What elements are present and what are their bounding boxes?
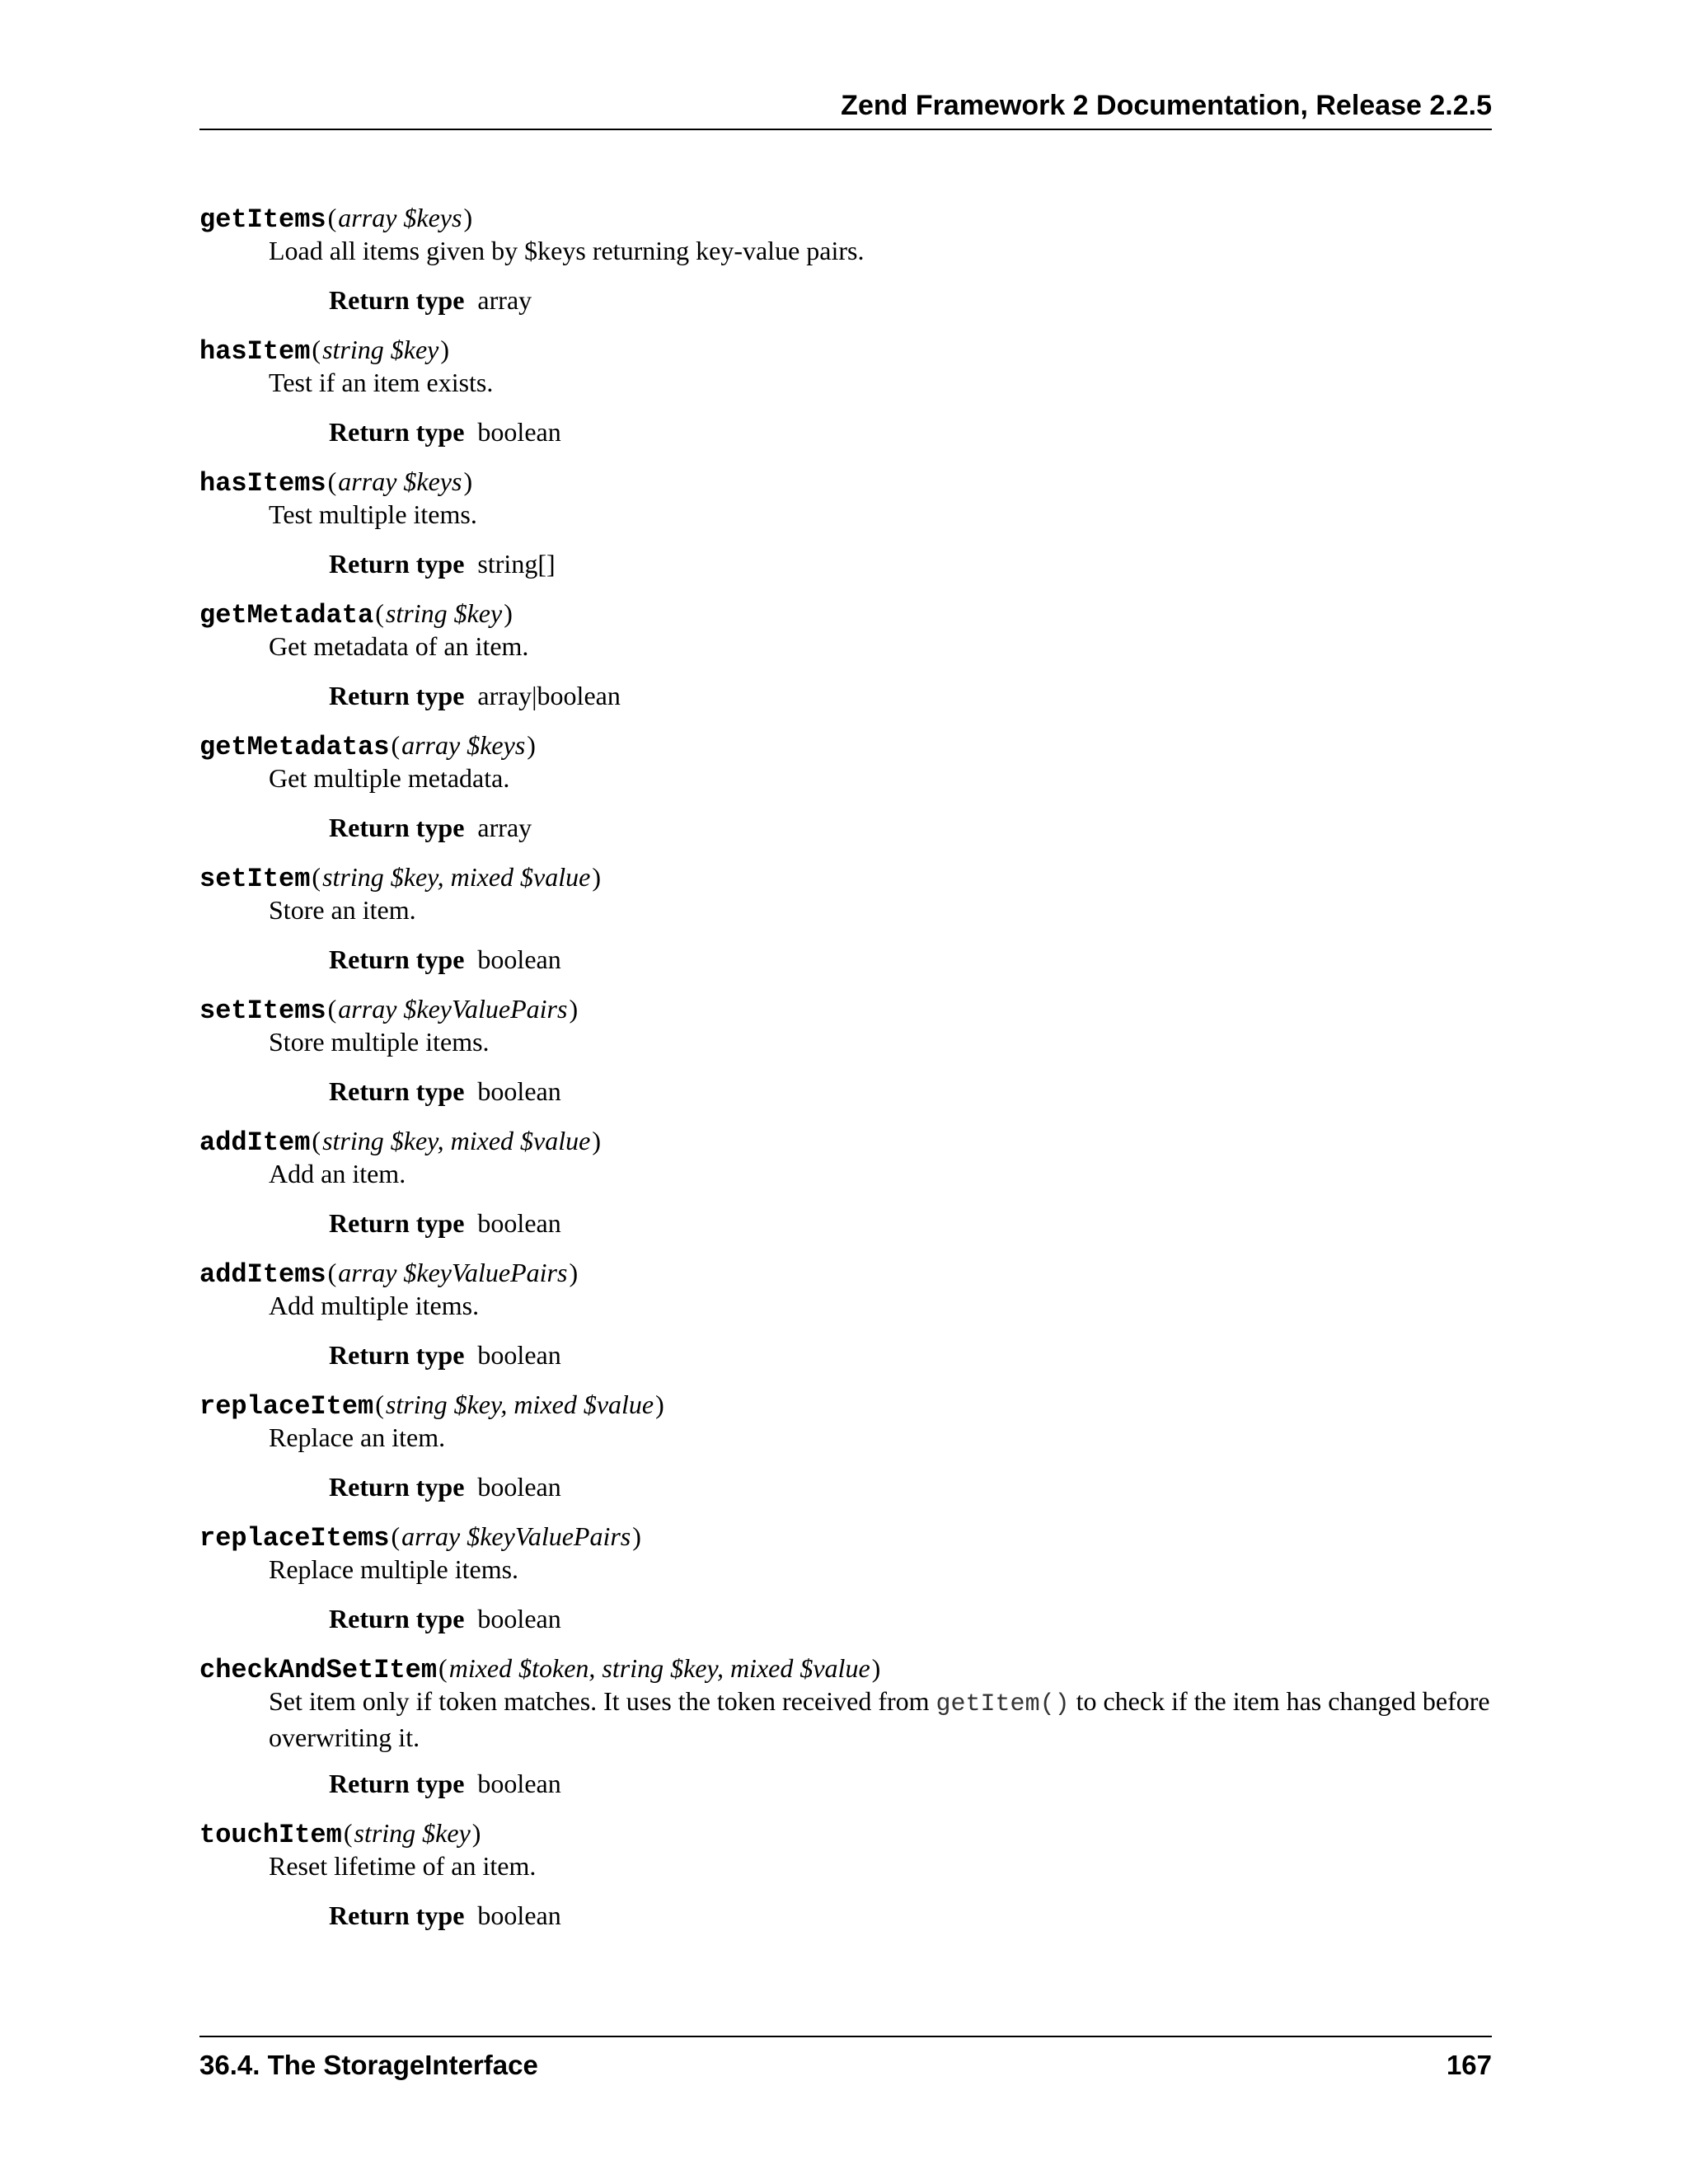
return-type-label: Return type	[329, 1769, 465, 1798]
method-signature	[199, 1816, 482, 1849]
return-type-value: boolean	[477, 944, 561, 974]
method-description: Get multiple metadata.	[269, 763, 510, 793]
method-description: Store multiple items.	[269, 1027, 490, 1057]
page-header	[199, 89, 1492, 130]
method-entry	[199, 201, 1492, 333]
method-description: Test multiple items.	[269, 499, 477, 529]
method-signature	[199, 1388, 666, 1421]
return-type-value: boolean	[477, 1769, 561, 1798]
return-type-label: Return type	[329, 681, 465, 710]
method-description: Load all items given by $keys returning key-value pairs.	[269, 236, 865, 265]
return-type	[329, 1602, 561, 1635]
open-paren: (	[312, 1126, 321, 1155]
method-name: setItem	[199, 864, 311, 894]
method-description: Test if an item exists.	[269, 368, 494, 397]
return-type-value: boolean	[477, 1604, 561, 1633]
close-paren: )	[463, 203, 473, 232]
close-paren: )	[569, 1258, 579, 1287]
return-type-value: array|boolean	[477, 681, 621, 710]
return-type-label: Return type	[329, 285, 465, 315]
return-type-label: Return type	[329, 1900, 465, 1930]
method-params: array $keyValuePairs	[338, 994, 568, 1024]
method-signature	[199, 1520, 643, 1553]
close-paren: )	[440, 335, 450, 364]
method-name: addItems	[199, 1259, 326, 1290]
return-type-value: boolean	[477, 1340, 561, 1370]
method-description: Add multiple items.	[269, 1291, 480, 1320]
method-entry	[199, 333, 1492, 465]
open-paren: (	[375, 598, 384, 628]
open-paren: (	[375, 1390, 384, 1419]
open-paren: (	[327, 466, 337, 496]
return-type-label: Return type	[329, 1076, 465, 1106]
method-description: Reset lifetime of an item.	[269, 1851, 537, 1881]
method-list	[199, 201, 1492, 1948]
page-footer	[199, 2036, 1492, 2087]
description-text-before: Set item only if token matches. It uses the token received from	[269, 1686, 936, 1716]
method-description: Add an item.	[269, 1159, 406, 1188]
method-name: getMetadatas	[199, 732, 390, 762]
return-type-label: Return type	[329, 1604, 465, 1633]
open-paren: (	[327, 994, 337, 1024]
method-name: getItems	[199, 204, 326, 235]
return-type-value: array	[477, 285, 532, 315]
description-text-after: to check if the item has changed before overwriting it.	[269, 1686, 1490, 1752]
method-signature	[199, 333, 451, 366]
method-description: Store an item.	[269, 895, 416, 925]
method-name: touchItem	[199, 1820, 342, 1850]
return-type	[329, 943, 561, 976]
return-type-value: boolean	[477, 1208, 561, 1238]
method-entry	[199, 729, 1492, 860]
method-entry	[199, 1256, 1492, 1388]
method-params: array $keyValuePairs	[401, 1521, 631, 1551]
method-name: replaceItem	[199, 1391, 374, 1422]
method-signature	[199, 1124, 603, 1157]
close-paren: )	[463, 466, 473, 496]
method-params: array $keys	[401, 730, 526, 760]
footer-section-title: 36.4. The StorageInterface	[199, 2050, 538, 2080]
close-paren: )	[655, 1390, 664, 1419]
method-params: string $key	[385, 598, 503, 628]
return-type-value: boolean	[477, 417, 561, 447]
return-type	[329, 1338, 561, 1371]
method-params: string $key, mixed $value	[322, 862, 591, 892]
return-type-label: Return type	[329, 1472, 465, 1502]
method-params: array $keyValuePairs	[338, 1258, 568, 1287]
close-paren: )	[471, 1818, 481, 1848]
method-entry	[199, 1520, 1492, 1652]
method-entry	[199, 1816, 1492, 1948]
method-description: Replace an item.	[269, 1422, 446, 1452]
method-entry	[199, 1124, 1492, 1256]
method-signature	[199, 860, 603, 893]
method-entry	[199, 860, 1492, 992]
method-signature	[199, 465, 474, 498]
open-paren: (	[391, 730, 401, 760]
method-name: getMetadata	[199, 600, 374, 630]
method-description: Replace multiple items.	[269, 1554, 519, 1584]
method-signature	[199, 992, 579, 1025]
return-type	[329, 1207, 561, 1240]
return-type	[329, 1899, 561, 1932]
method-description: Get metadata of an item.	[269, 631, 529, 661]
method-entry	[199, 992, 1492, 1124]
return-type-label: Return type	[329, 813, 465, 842]
method-params: string $key	[322, 335, 439, 364]
return-type	[329, 1470, 561, 1503]
method-entry	[199, 1652, 1492, 1816]
close-paren: )	[871, 1653, 881, 1683]
method-params: string $key, mixed $value	[322, 1126, 591, 1155]
open-paren: (	[438, 1653, 448, 1683]
open-paren: (	[312, 862, 321, 892]
method-entry	[199, 1388, 1492, 1520]
close-paren: )	[569, 994, 579, 1024]
close-paren: )	[632, 1521, 641, 1551]
return-type	[329, 415, 561, 448]
method-params: string $key, mixed $value	[385, 1390, 654, 1419]
open-paren: (	[327, 1258, 337, 1287]
return-type-label: Return type	[329, 944, 465, 974]
method-signature	[199, 597, 514, 630]
method-params: array $keys	[338, 466, 462, 496]
method-name: setItems	[199, 996, 326, 1026]
return-type	[329, 679, 621, 712]
return-type	[329, 284, 532, 316]
method-entry	[199, 597, 1492, 729]
method-params: mixed $token, string $key, mixed $value	[448, 1653, 870, 1683]
method-name: hasItem	[199, 336, 311, 367]
return-type-value: boolean	[477, 1472, 561, 1502]
open-paren: (	[312, 335, 321, 364]
return-type	[329, 1767, 561, 1800]
open-paren: (	[343, 1818, 353, 1848]
open-paren: (	[391, 1521, 401, 1551]
return-type	[329, 811, 532, 844]
return-type-value: string[]	[477, 549, 556, 579]
close-paren: )	[592, 862, 601, 892]
method-description	[269, 1685, 1492, 1754]
method-signature	[199, 729, 537, 762]
method-name: replaceItems	[199, 1523, 390, 1554]
return-type	[329, 547, 556, 580]
method-params: array $keys	[338, 203, 462, 232]
method-signature	[199, 1652, 882, 1685]
method-name: addItem	[199, 1127, 311, 1158]
return-type-value: array	[477, 813, 532, 842]
inline-code: getItem()	[935, 1690, 1070, 1718]
return-type-value: boolean	[477, 1076, 561, 1106]
method-name: checkAndSetItem	[199, 1655, 438, 1685]
method-entry	[199, 465, 1492, 597]
return-type-label: Return type	[329, 1208, 465, 1238]
method-params: string $key	[354, 1818, 471, 1848]
return-type-label: Return type	[329, 417, 465, 447]
method-signature	[199, 1256, 579, 1289]
close-paren: )	[592, 1126, 601, 1155]
page-number: 167	[1446, 2050, 1492, 2080]
return-type-label: Return type	[329, 549, 465, 579]
return-type-value: boolean	[477, 1900, 561, 1930]
return-type	[329, 1075, 561, 1108]
close-paren: )	[527, 730, 536, 760]
return-type-label: Return type	[329, 1340, 465, 1370]
header-title: Zend Framework 2 Documentation, Release 2.2.5	[841, 90, 1492, 121]
open-paren: (	[327, 203, 337, 232]
close-paren: )	[504, 598, 513, 628]
method-name: hasItems	[199, 468, 326, 499]
method-signature	[199, 201, 474, 234]
